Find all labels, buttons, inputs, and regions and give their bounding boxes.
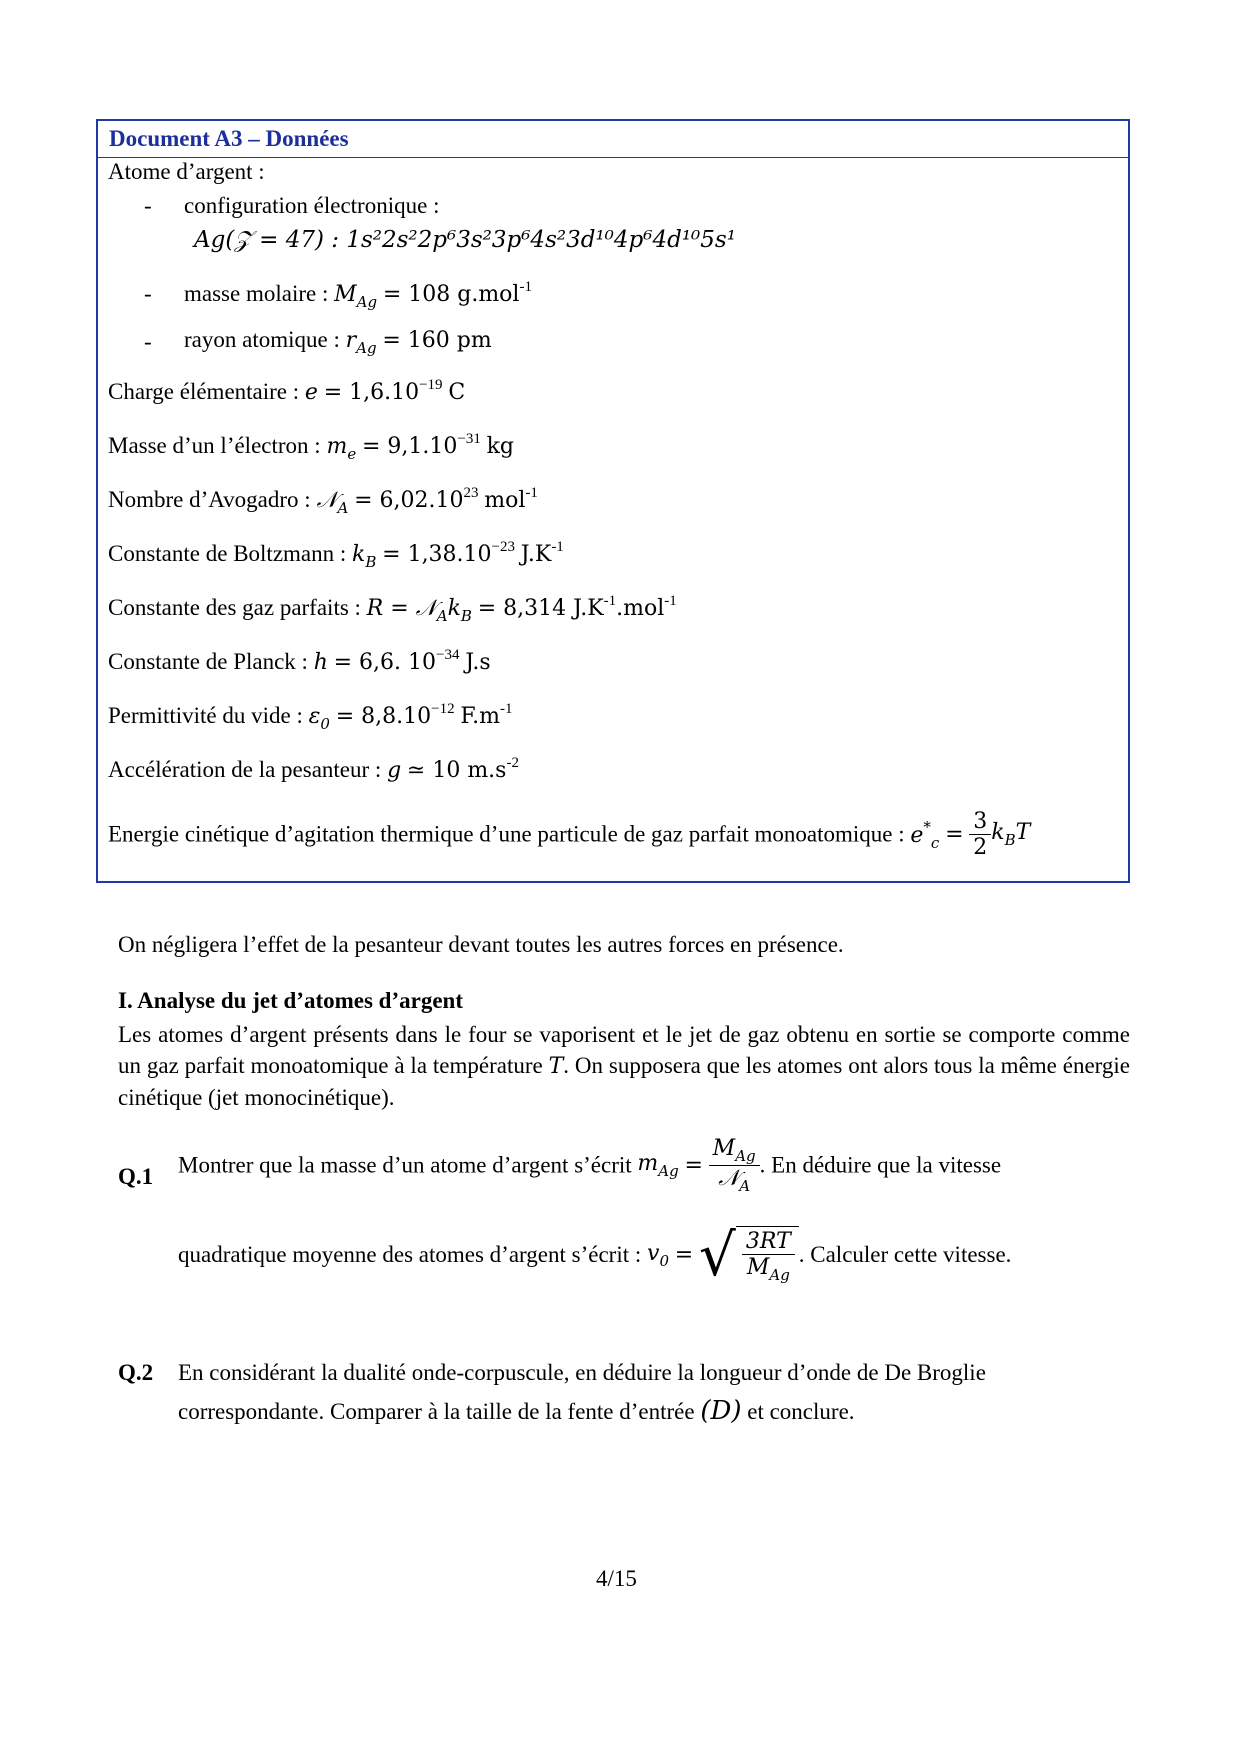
gravity-note: On négligera l’effet de la pesanteur devant toutes les autres forces en présence.	[118, 932, 844, 957]
q1-line2: quadratique moyenne des atomes d’argent s’écrit : $v_0$ = √ $\frac{3RT}{M_{Ag}}$ . Calculer cette vitesse.	[178, 1221, 1012, 1289]
q2-line2: correspondante. Comparer à la taille de la fente d’entrée (D) et conclure.	[178, 1396, 855, 1426]
config-formula: Ag(𝒵 = 47) : 1s²2s²2p⁶3s²3p⁶4s²3d¹⁰4p⁶4d¹⁰5s¹	[194, 227, 736, 253]
config-bullet: -	[144, 193, 152, 218]
q1-label: Q.1	[118, 1164, 154, 1189]
q1-line1: Montrer que la masse d’un atome d’argent s’écrit $m_{Ag}$ = $\frac{M_{Ag}}{𝒩_A}$ . En déduire que la vitesse	[178, 1136, 1002, 1195]
thermal-energy-line: Energie cinétique d’agitation thermique d’une particule de gaz parfait monoatomique : $e^*_c$ = $\frac{3}{2}$ $k_BT$	[108, 809, 1031, 860]
section-heading: I. Analyse du jet d’atomes d’argent	[118, 988, 463, 1013]
page-number: 4/15	[596, 1566, 637, 1591]
planck-line: Constante de Planck : h = 6,6. $10^{-34}$ J.s	[108, 647, 491, 675]
q2-label: Q.2	[118, 1360, 154, 1385]
molar-line: masse molaire : $M_{Ag} = 108$ g.mol$^{-1}$	[184, 279, 532, 311]
box-title: Document A3 – Données	[109, 126, 349, 151]
q2-line1: En considérant la dualité onde-corpuscule, en déduire la longueur d’onde de De Broglie	[178, 1360, 986, 1385]
electron-mass-line: Masse d’un l’électron : $m_e = 9,1.10^{-31}$ kg	[108, 431, 514, 463]
data-box	[96, 119, 1130, 883]
atom-heading: Atome d’argent :	[108, 159, 265, 184]
gas-constant-line: Constante des gaz parfaits : $R = 𝒩_Ak_B = 8,314$ $J.K^{-1}.mol^{-1}$	[108, 593, 677, 625]
radius-line: rayon atomique : $r_{Ag} = 160$ pm	[184, 327, 492, 357]
energy-fraction: $\frac{3}{2}$	[969, 809, 991, 860]
config-label: configuration électronique :	[184, 193, 440, 218]
charge-line: Charge élémentaire : $e = 1,6.10^{-19}$ C	[108, 377, 466, 405]
section-intro: Les atomes d’argent présents dans le four se vaporisent et le jet de gaz obtenu en sortie se comporte comme un gaz parfait monoatomique à la température T. On supposera que les atomes ont alors tous la même énergie cinétique (jet monocinétique).	[118, 1022, 1131, 1110]
box-title-bar	[98, 121, 1128, 158]
gravity-line: Accélération de la pesanteur : g ≃ 10 $m.s^{-2}$	[108, 755, 519, 783]
boltzmann-line: Constante de Boltzmann : $k_B = 1,38.10^{-23}$ $J.K^{-1}$	[108, 539, 564, 571]
avogadro-line: Nombre d’Avogadro : 𝒩$_A$ = $6,02.10^{23}$ mol$^{-1}$	[108, 485, 538, 517]
q1-velocity-fraction: $\frac{3RT}{M_{Ag}}$	[736, 1226, 799, 1284]
molar-bullet: -	[144, 281, 152, 306]
sqrt-icon: √	[698, 1221, 736, 1289]
radius-bullet: -	[144, 329, 152, 354]
q1-mass-fraction: $\frac{M_{Ag}}{𝒩_A}$	[709, 1136, 760, 1195]
permittivity-line: Permittivité du vide : $\varepsilon_0 = 8,8.10^{-12}$ $F.m^{-1}$	[108, 701, 513, 733]
